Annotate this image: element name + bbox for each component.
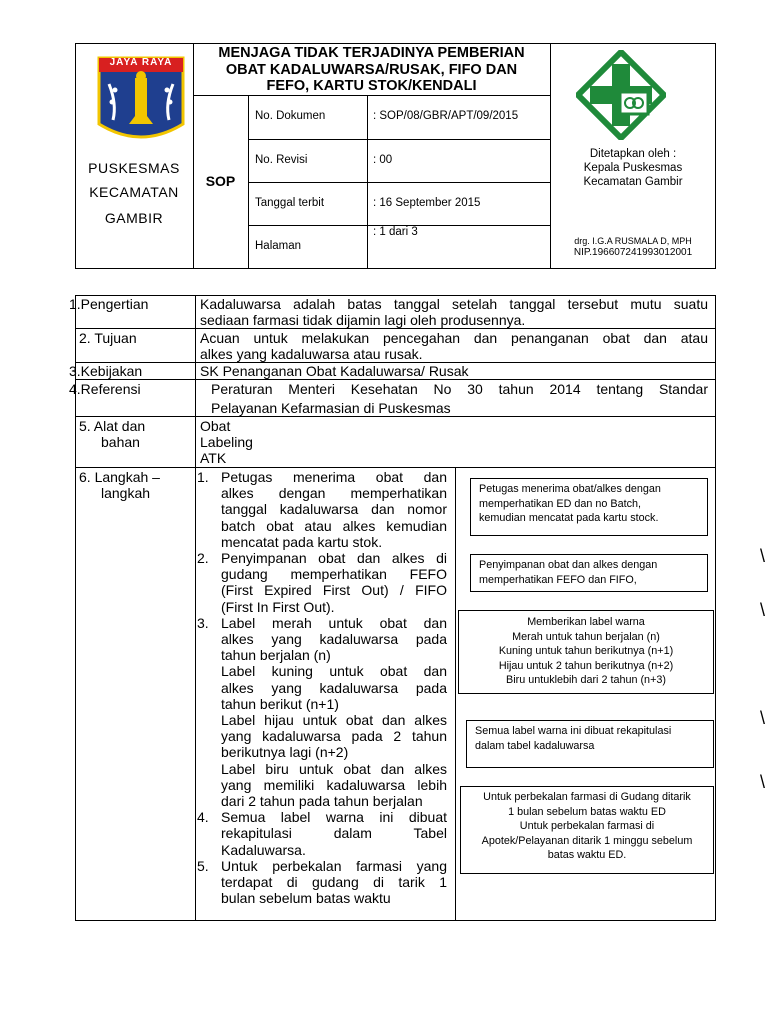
kebijakan-text: SK Penanganan Obat Kadaluwarsa/ Rusak (200, 363, 469, 379)
step-text-line: gudang memperhatikan FEFO (221, 566, 447, 583)
doc-title-line: OBAT KADALUWARSA/RUSAK, FIFO DAN (225, 62, 518, 78)
edge-mark: \ (760, 600, 766, 620)
step-number: 2. (197, 550, 209, 566)
step-text-line: rekapitulasi dalam Tabel (221, 825, 447, 842)
alat-item: ATK (200, 450, 227, 466)
edge-mark: \ (760, 546, 766, 566)
flowchart-text: batas waktu ED. (547, 849, 627, 861)
step-text-line: Semua label warna ini dibuat (221, 809, 447, 826)
step-text-line: tanggal kadaluwarsa dan nomor (221, 501, 447, 518)
doc-number-label: No. Dokumen (255, 110, 326, 122)
step-text-line: bulan sebelum batas waktu (221, 890, 391, 907)
issue-date-value: : 16 September 2015 (373, 197, 481, 209)
section-label-kebijakan: 3.Kebijakan (69, 363, 143, 379)
flowchart-text: 1 bulan sebelum batas waktu ED (508, 805, 666, 818)
approval-line: Kecamatan Gambir (583, 176, 683, 188)
referensi-text-line: Pelayanan Kefarmasian di Puskesmas (211, 400, 451, 416)
puskesmas-logo (576, 50, 666, 140)
step-text-line: batch obat atau alkes kemudian (221, 517, 447, 534)
org-name-line: KECAMATAN (89, 184, 179, 200)
tujuan-text-line: alkes yang kadaluwarsa atau rusak. (200, 346, 423, 362)
step-number: 1. (197, 469, 209, 485)
jaya-raya-logo (95, 54, 187, 146)
step-text-line: tahun berjalan (n) (221, 647, 331, 664)
step-text-line: terdapat di gudang di tarik 1 (221, 874, 447, 890)
flowchart-text: Semua label warna ini dibuat rekapitulasi (475, 725, 672, 737)
section-label-alat: 5. Alat dan (79, 418, 146, 434)
pengertian-text-line: Kadaluwarsa adalah batas tanggal setelah tanggal tersebut mutu suatu (200, 296, 708, 312)
revision-value: : 00 (373, 154, 393, 166)
section-label-tujuan: 2. Tujuan (79, 330, 137, 346)
section-label-referensi: 4.Referensi (69, 381, 141, 397)
step-text-line: dari 2 tahun pada tahun berjalan (221, 793, 423, 809)
step-text-line: mencatat pada kartu stok. (221, 533, 383, 550)
section-label-langkah: langkah (101, 485, 151, 501)
issue-date-label: Tanggal terbit (255, 197, 325, 209)
flowchart-text: Memberikan label warna (527, 616, 645, 628)
header-divider (248, 139, 550, 140)
edge-mark: \ (760, 772, 766, 792)
flowchart-text: Penyimpanan obat dan alkes dengan (479, 559, 658, 571)
step-text-line: (First In First Out). (221, 598, 335, 615)
flowchart-text: dalam tabel kadaluwarsa (475, 739, 595, 752)
step-text-line: Label hijau untuk obat dan alkes (221, 712, 447, 728)
flowchart-text: Petugas menerima obat/alkes dengan (479, 483, 661, 495)
flowchart-box (470, 554, 708, 592)
flowchart-box (466, 720, 714, 768)
step-text-line: berikutnya lagi (n+2) (221, 744, 349, 761)
header-divider (193, 95, 550, 96)
step-text-line: Petugas menerima obat dan (221, 469, 447, 485)
body-divider (75, 467, 716, 468)
flowchart-box (458, 610, 714, 694)
flowchart-text: Merah untuk tahun berjalan (n) (512, 630, 660, 643)
step-text-line: Label kuning untuk obat dan (221, 663, 447, 680)
referensi-text-line: Peraturan Menteri Kesehatan No 30 tahun 2014 tentang Standar (211, 381, 708, 397)
tujuan-text-line: Acuan untuk melakukan pencegahan dan penanganan obat dan atau (200, 330, 708, 346)
section-label-alat: bahan (101, 434, 140, 450)
step-text-line: Label biru untuk obat dan alkes (221, 760, 447, 777)
header-divider (248, 182, 550, 183)
flowchart-box (460, 786, 714, 874)
approval-line: Kepala Puskesmas (583, 162, 683, 174)
step-number: 5. (197, 857, 209, 874)
step-number: 3. (197, 614, 209, 631)
step-text-line: Penyimpanan obat dan alkes di (221, 550, 447, 566)
step-text-line: Untuk perbekalan farmasi yang (221, 857, 447, 874)
step-text-line: alkes yang kadaluwarsa pada (221, 631, 447, 647)
flowchart-text: Apotek/Pelayanan ditarik 1 minggu sebelum (481, 834, 693, 847)
flowchart-text: memperhatikan ED dan no Batch, (479, 497, 642, 510)
edge-mark: \ (760, 708, 766, 728)
flowchart-text: memperhatikan FEFO dan FIFO, (479, 573, 637, 586)
org-name-line: GAMBIR (104, 210, 164, 226)
step-text-line: Label merah untuk obat dan (221, 614, 447, 631)
approval-line: Ditetapkan oleh : (589, 148, 677, 160)
step-text-line: tahun berikut (n+1) (221, 695, 339, 712)
flowchart-text: Kuning untuk tahun berikutnya (n+1) (498, 645, 674, 657)
step-text-line: yang memiliki kadaluwarsa lebih (221, 776, 447, 793)
doc-title-line: FEFO, KARTU STOK/KENDALI (266, 78, 477, 94)
body-divider (455, 467, 456, 921)
page-label: Halaman (255, 240, 302, 252)
doc-number-value: : SOP/08/GBR/APT/09/2015 (373, 110, 519, 122)
step-text-line: alkes yang kadaluwarsa pada (221, 679, 447, 696)
page-value: : 1 dari 3 (373, 226, 418, 238)
step-number: 4. (197, 809, 209, 826)
step-text-line: alkes dengan memperhatikan (221, 485, 447, 502)
revision-label: No. Revisi (255, 154, 308, 166)
flowchart-text: Untuk perbekalan farmasi di Gudang ditarik (483, 791, 691, 803)
section-label-pengertian: 1.Pengertian (69, 296, 149, 312)
flowchart-box (470, 478, 708, 536)
doc-title-line: MENJAGA TIDAK TERJADINYA PEMBERIAN (218, 45, 525, 61)
alat-item: Obat (200, 418, 231, 434)
signer-nip: NIP.196607241993012001 (573, 247, 693, 258)
flowchart-text: kemudian mencatat pada kartu stock. (479, 512, 659, 524)
sop-label: SOP (205, 173, 236, 189)
flowchart-text: Hijau untuk 2 tahun berikutnya (n+2) (498, 659, 674, 672)
body-divider (195, 295, 196, 921)
flowchart-text: Biru untuklebih dari 2 tahun (n+3) (506, 674, 666, 686)
section-label-langkah: 6. Langkah – (79, 469, 160, 485)
signer-name: drg. I.G.A RUSMALA D, MPH (574, 236, 692, 246)
alat-item: Labeling (200, 434, 253, 450)
logo-text: JAYA RAYA (109, 57, 173, 68)
step-text-line: (First Expired First Out) / FIFO (221, 582, 447, 599)
step-text-line: Kadaluwarsa. (221, 841, 306, 858)
pengertian-text-line: sediaan farmasi tidak dijamin lagi oleh produsennya. (200, 312, 526, 328)
step-text-line: yang kadaluwarsa pada 2 tahun (221, 728, 447, 745)
org-name-line: PUSKESMAS (88, 160, 180, 176)
flowchart-text: Untuk perbekalan farmasi di (519, 820, 655, 832)
steps-list (197, 469, 449, 919)
